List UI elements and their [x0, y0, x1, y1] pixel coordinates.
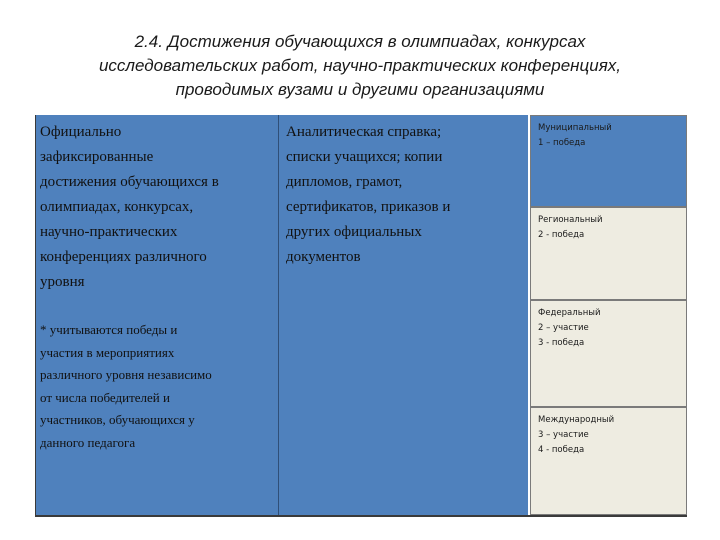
text-line: Официально [40, 124, 122, 140]
level-score: 4 - победа [538, 445, 585, 455]
text-line: данного педагога [40, 434, 136, 450]
text-line: участников, обучающихся у [40, 412, 195, 427]
level-score: 2 - победа [538, 230, 585, 240]
title-line: 2.4. Достижения обучающихся в олимпиадах, конкурсах [134, 32, 586, 51]
title-line: проводимых вузами и другими организациями [175, 80, 545, 99]
text-line: достижения обучающихся в [40, 174, 219, 190]
text-line: различного уровня независимо [40, 367, 212, 382]
text-line: уровня [40, 274, 85, 290]
level-international [530, 407, 687, 515]
level-name: Международный [538, 415, 615, 425]
level-score: 1 – победа [538, 138, 586, 148]
criterion-cell [36, 115, 278, 515]
text-line: документов [286, 249, 361, 265]
level-name: Муниципальный [538, 123, 612, 133]
slide-title [40, 30, 680, 102]
title-line: исследовательских работ, научно-практических конференциях, [98, 56, 622, 75]
text-line: Аналитическая справка; [286, 124, 442, 140]
text-line: сертификатов, приказов и [286, 199, 451, 215]
text-line: конференциях различного [40, 249, 207, 265]
text-line: других официальных [286, 224, 422, 240]
text-line: участия в мероприятиях [40, 344, 175, 360]
levels-column [530, 115, 687, 515]
text-line: от числа победителей и [40, 389, 170, 405]
documents-cell [278, 115, 528, 515]
level-federal [530, 300, 687, 407]
level-regional [530, 207, 687, 300]
level-score: 3 – участие [538, 430, 589, 440]
criteria-table [35, 115, 687, 517]
level-municipal [530, 115, 687, 207]
level-score: 3 - победа [538, 338, 585, 348]
level-name: Федеральный [538, 308, 601, 318]
level-score: 2 – участие [538, 323, 589, 333]
criterion-text [40, 120, 278, 295]
level-name: Региональный [538, 215, 603, 225]
criterion-note [40, 319, 278, 454]
text-line: списки учащихся; копии [286, 149, 443, 165]
text-line: * учитываются победы и [40, 322, 178, 337]
text-line: научно-практических [40, 224, 178, 240]
text-line: олимпиадах, конкурсах, [40, 199, 194, 215]
text-line: зафиксированные [40, 149, 154, 165]
text-line: дипломов, грамот, [286, 174, 403, 190]
